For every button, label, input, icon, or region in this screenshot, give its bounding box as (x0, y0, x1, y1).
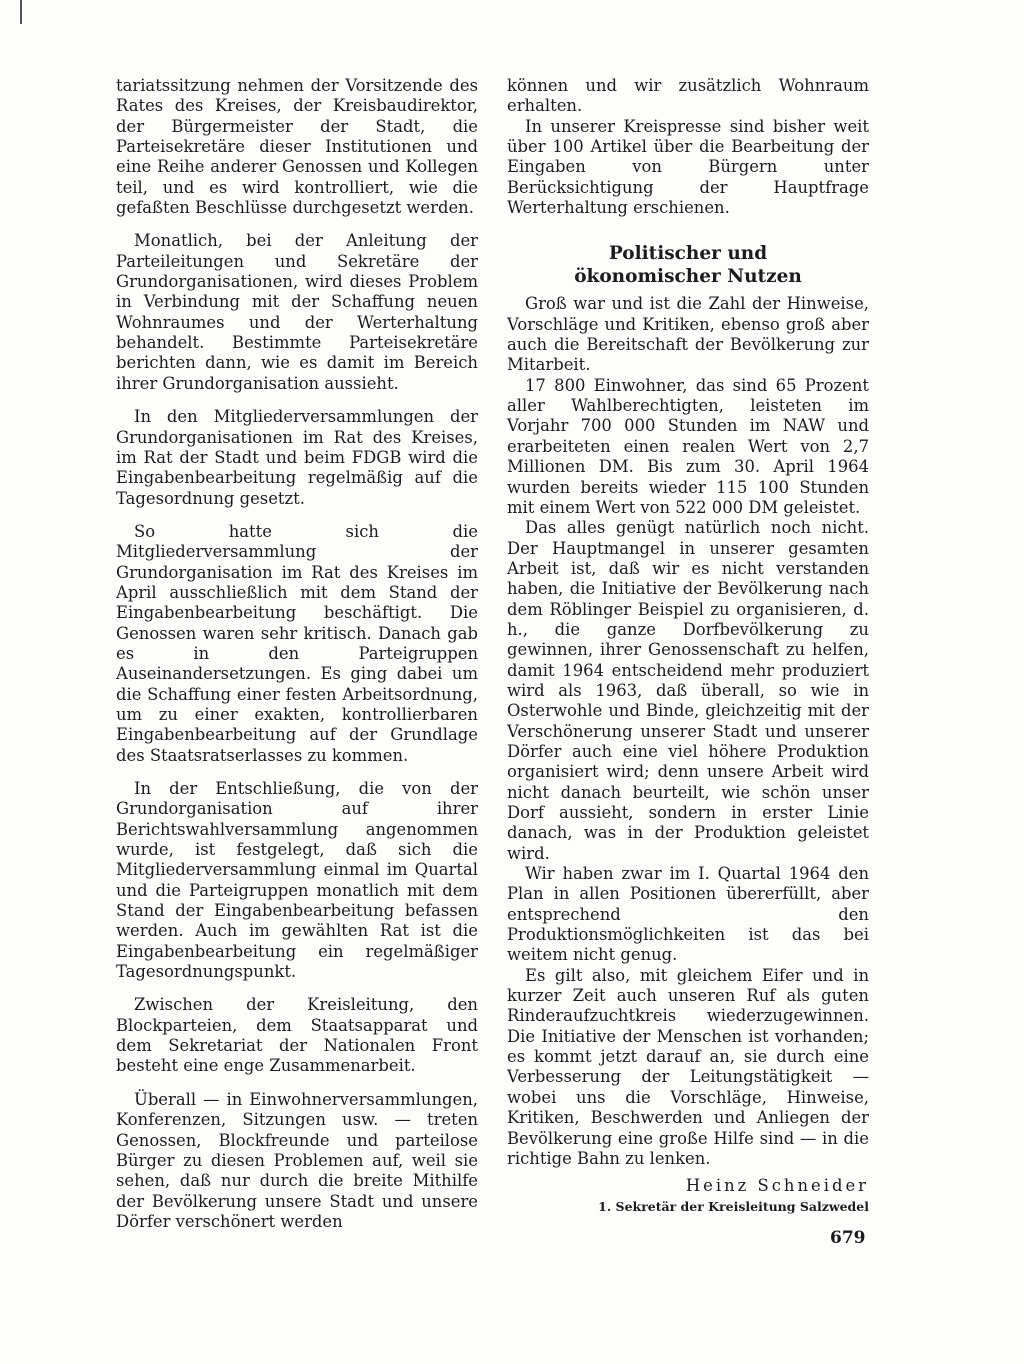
section-heading-line: Politischer und (608, 243, 768, 265)
left-column (116, 76, 478, 1232)
paragraph: So hatte sich die Mitgliederversammlung der Grundorganisation im Rat des Kreises im April ausschließlich mit dem Stand der Eingabenbearbeitung beschäftigt. Die Genossen waren sehr kritisch. Danach gab es in den Parteigruppen Auseinandersetzungen. Es ging dabei um die Schaffung einer festen Arbeitsordnung, um zu einer exakten, kontrollierbaren Eingabenbearbeitung auf der Grundlage des Staatsratserlasses zu kommen. (116, 521, 478, 765)
author-role: 1. Sekretär der Kreisleitung Salzwedel (598, 1199, 869, 1215)
section-heading-line: ökonomischer Nutzen (574, 266, 802, 288)
paragraph: können und wir zusätzlich Wohnraum erhalten. (507, 76, 869, 116)
paragraph: Monatlich, bei der Anleitung der Parteileitungen und Sekretäre der Grundorganisationen, wird dieses Problem in Verbindung mit der Schaffung neuen Wohnraumes und der Werterhaltung behandelt. Bestimmte Parteisekretäre berichten dann, wie es damit im Bereich ihrer Grundorganisation aussieht. (116, 231, 478, 393)
page-number: 679 (830, 1228, 866, 1248)
scan-edge-mark (20, 0, 22, 24)
paragraph: Überall — in Einwohnerversammlungen, Konferenzen, Sitzungen usw. — treten Genossen, Blockfreunde und parteilose Bürger zu diesen Problemen auf, weil sie sehen, daß nur durch die breite Mithilfe der Bevölkerung unsere Stadt und unsere Dörfer verschönert werden (116, 1089, 478, 1231)
paragraph: Das alles genügt natürlich noch nicht. Der Hauptmangel in unserer gesamten Arbeit ist, daß wir es nicht verstanden haben, die Initiative der Bevölkerung nach dem Röblinger Beispiel zu organisieren, d. h., die ganze Dorfbevölkerung zu gewinnen, ihrer Genossenschaft zu helfen, damit 1964 entscheidend mehr produziert wird als 1963, daß überall, so wie in Osterwohle und Binde, gleichzeitig mit der Verschönerung unserer Stadt und unserer Dörfer auch eine viel höhere Produktion organisiert wird; denn unsere Arbeit wird nicht danach beurteilt, wie schön unser Dorf aussieht, sondern in erster Linie danach, was in der Produktion geleistet wird. (507, 518, 869, 863)
paragraph: Zwischen der Kreisleitung, den Blockparteien, dem Staatsapparat und dem Sekretariat der Nationalen Front besteht eine enge Zusammenarbeit. (116, 995, 478, 1076)
paragraph: tariatssitzung nehmen der Vorsitzende des Rates des Kreises, der Kreisbaudirektor, der Bürgermeister der Stadt, die Parteisekretäre dieser Institutionen und eine Reihe anderer Genossen und Kollegen teil, und es wird kontrolliert, wie die gefaßten Beschlüsse durchgesetzt werden. (116, 76, 478, 218)
paragraph: Es gilt also, mit gleichem Eifer und in kurzer Zeit auch unseren Ruf als guten Rinderaufzuchtkreis wiederzugewinnen. Die Initiative der Menschen ist vorhanden; es kommt jetzt darauf an, sie durch eine Verbesserung der Leitungstätigkeit — wobei uns die Vorschläge, Hinweise, Kritiken, Beschwerden und Anliegen der Bevölkerung eine große Hilfe sind — in die richtige Bahn zu lenken. (507, 965, 869, 1168)
paragraph: In den Mitgliederversammlungen der Grundorganisationen im Rat des Kreises, im Rat der Stadt und beim FDGB wird die Eingabenbearbeitung regelmäßig auf die Tagesordnung gesetzt. (116, 407, 478, 508)
paragraph: Wir haben zwar im I. Quartal 1964 den Plan in allen Positionen übererfüllt, aber entsprechend den Produktionsmöglichkeiten ist das bei weitem nicht genug. (507, 864, 869, 965)
paragraph: In der Entschließung, die von der Grundorganisation auf ihrer Berichtswahlversammlung angenommen wurde, ist festgelegt, daß sich die Mitgliederversammlung einmal im Quartal und die Parteigruppen monatlich mit dem Stand der Eingabenbearbeitung befassen werden. Auch im gewählten Rat ist die Eingabenbearbeitung ein regelmäßiger Tagesordnungspunkt. (116, 779, 478, 982)
paragraph: 17 800 Einwohner, das sind 65 Prozent aller Wahlberechtigten, leisteten im Vorjahr 700 000 Stunden im NAW und erarbeiteten einen realen Wert von 2,7 Millionen DM. Bis zum 30. April 1964 wurden bereits wieder 115 100 Stunden mit einem Wert von 522 000 DM geleistet. (507, 375, 869, 517)
author-name: Heinz Schneider (685, 1176, 869, 1196)
right-column (507, 76, 869, 1217)
paragraph: Groß war und ist die Zahl der Hinweise, Vorschläge und Kritiken, ebenso groß aber auch die Bereitschaft der Bevölkerung zur Mitarbeit. (507, 294, 869, 375)
paragraph: In unserer Kreispresse sind bisher weit über 100 Artikel über die Bearbeitung der Eingaben von Bürgern unter Berücksichtigung der Hauptfrage Werterhaltung erschienen. (507, 116, 869, 218)
section-heading (507, 242, 869, 288)
